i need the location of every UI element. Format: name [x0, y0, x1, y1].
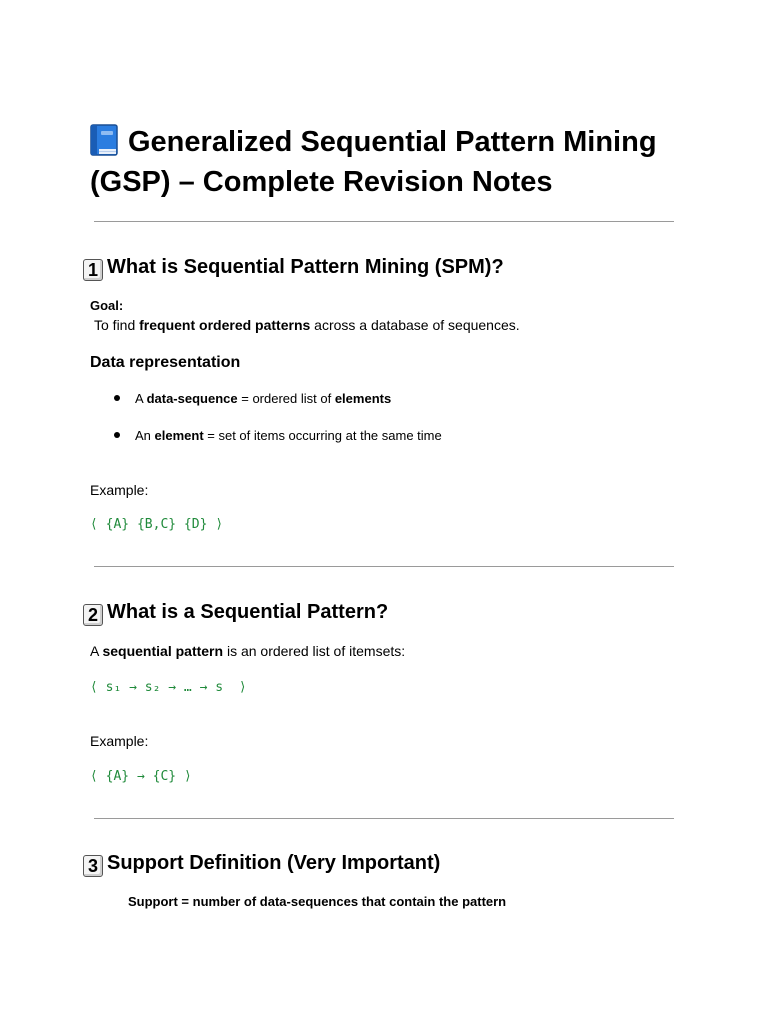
bullet-1-bold-1: data-sequence: [146, 391, 238, 406]
list-item: [114, 390, 391, 408]
goal-label: Goal:: [90, 298, 124, 313]
bullet-1-pre: A: [135, 391, 147, 406]
bullet-2-pre: An: [135, 428, 155, 443]
section-1-heading: [83, 254, 504, 281]
keycap-number-3-icon: 3: [83, 855, 103, 877]
bullet-icon: [114, 432, 120, 438]
example-code: ⟨ {A} {B,C} {D} ⟩: [90, 517, 224, 532]
divider: [94, 221, 674, 222]
section-3-heading-text: Support Definition (Very Important): [107, 852, 441, 874]
pattern-form-code: ⟨ s₁ → s₂ → … → s ⟩: [90, 680, 247, 695]
bullet-1-mid: = ordered list of: [237, 391, 335, 406]
goal-text-bold: frequent ordered patterns: [139, 317, 311, 333]
section-2-heading: [83, 599, 388, 626]
bullet-2-post: = set of items occurring at the same time: [203, 428, 442, 443]
section-3-heading: [83, 850, 440, 877]
section-2-heading-text: What is a Sequential Pattern?: [107, 601, 389, 623]
divider: [94, 818, 674, 819]
bullet-1-bold-2: elements: [334, 391, 392, 406]
page-title-text: Generalized Sequential Pattern Mining (GSP) – Complete Revision Notes: [90, 126, 657, 198]
section-1-heading-text: What is Sequential Pattern Mining (SPM)?: [107, 256, 504, 278]
data-representation-heading: Data representation: [90, 354, 241, 371]
divider: [94, 566, 674, 567]
keycap-number-1-icon: 1: [83, 259, 103, 281]
page-title: [90, 122, 710, 202]
list-item: [114, 427, 442, 445]
intro-bold: sequential pattern: [102, 643, 224, 659]
goal-text: [94, 316, 520, 334]
goal-text-pre: To find: [94, 317, 140, 333]
sequential-pattern-intro: [90, 642, 405, 660]
intro-pre: A: [90, 643, 103, 659]
example-label: Example:: [90, 482, 149, 498]
bullet-icon: [114, 395, 120, 401]
blue-book-icon: [90, 124, 118, 156]
intro-post: is an ordered list of itemsets:: [223, 643, 406, 659]
keycap-number-2-icon: 2: [83, 604, 103, 626]
bullet-2-bold: element: [154, 428, 204, 443]
example-code: ⟨ {A} → {C} ⟩: [90, 769, 192, 784]
goal-text-post: across a database of sequences.: [310, 317, 520, 333]
support-definition: Support = number of data-sequences that contain the pattern: [128, 894, 507, 909]
example-label: Example:: [90, 733, 149, 749]
